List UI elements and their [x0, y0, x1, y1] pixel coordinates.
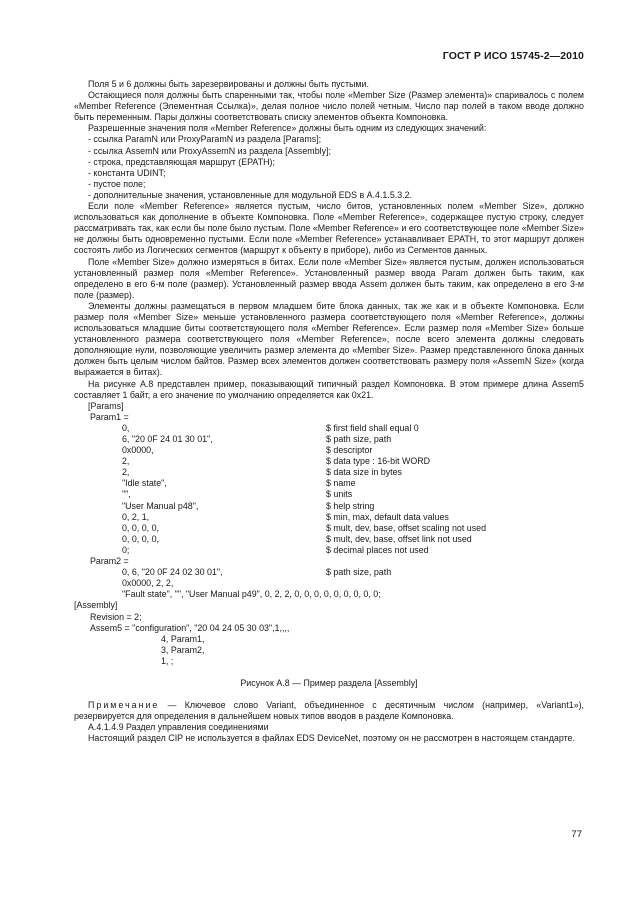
code-line: [74, 578, 584, 589]
code-line: [74, 545, 584, 556]
code-line: [74, 467, 584, 478]
code-text: Param2 =: [90, 556, 129, 567]
code-line: [74, 456, 584, 467]
code-text: 4, Param1,: [161, 633, 205, 644]
code-text: [Assembly]: [74, 600, 118, 611]
code-text: 0, 6, "20 0F 24 02 30 01",: [122, 567, 223, 578]
code-comment: $ decimal places not used: [326, 544, 429, 555]
code-example: [74, 401, 584, 667]
paragraph-empty-reference: Если поле «Member Reference» является пустым, число битов, установленных полем «Member Size», должно использоваться как дополнение в объекте Компоновка. Поле «Member Reference», содержащее пустую строку, следует рассматривать так, как если бы поле было пустым. Поле «Member Reference» и его соответствующее поле «Member Size» не должны быть одновременно пустыми. Если поле «Member Reference» устанавливает EPATH, то этот маршрут должен состоять либо из Логических сегментов (маршрут к объекту в приборе), либо из Сегментов данных.: [74, 201, 584, 256]
code-line: [74, 423, 584, 434]
code-comment: $ first field shall equal 0: [326, 422, 419, 433]
code-comment: $ help string: [326, 500, 375, 511]
code-line: [74, 567, 584, 578]
code-comment: $ path size, path: [326, 434, 392, 444]
list-item: - пустое поле;: [88, 178, 146, 189]
code-line: [74, 489, 584, 500]
figure-caption: Рисунок А.8 — Пример раздела [Assembly]: [240, 677, 418, 688]
code-text: 0, 0, 0, 0,: [122, 533, 160, 544]
code-text: Revision = 2;: [90, 611, 142, 622]
code-line: [74, 556, 584, 567]
code-line: [74, 645, 584, 656]
paragraph-member-size: Поле «Member Size» должно измеряться в битах. Если поле «Member Size» является пустым, должен использоваться установленный размер поля «Member Reference». Установленный размер ввода Param должен быть таким, как определено в его 6-м поле (размер). Установленный размер ввода Assem должен быть таким, как определено в его 3-м поле (размер).: [74, 256, 584, 300]
code-text: 2,: [122, 456, 130, 467]
list-item: - ссылка ParamN или ProxyParamN из раздела [Params];: [88, 134, 322, 145]
code-text: 0,: [122, 422, 130, 433]
code-text: [Params]: [88, 400, 124, 411]
paragraph-element-placement: Элементы должны размещаться в первом младшем бите блока данных, так же как и в объекте Компоновка. Если размер поля «Member Size» меньше установленного размера соответствующего поля «Member Reference», должны использоваться младшие биты соответствующего поля «Member Reference». Если размер поля «Member Size» больше установленного размера соответствующего поля «Member Reference», после всего элемента должны следовать дополняющие нули, позволяющие увеличить размер элемента до «Member Size». Размер представленного блока данных должен быть целым числом байтов. Размер всех элементов должен соответствовать размеру поля «AssemN Size» (когда выражается в битах).: [74, 300, 584, 378]
standard-header: ГОСТ Р ИСО 15745-2—2010: [442, 50, 584, 62]
code-line: [74, 612, 584, 623]
code-comment: $ mult, dev, base, offset link not used: [326, 533, 472, 544]
page-body: [74, 79, 584, 744]
section-heading: А.4.1.4.9 Раздел управления соединениями: [88, 722, 269, 733]
paragraph-figure-intro: На рисунке А.8 представлен пример, показывающий типичный раздел Компоновка. В этом примере длина Assem5 составляет 1 байт, а его значение по умолчанию определяется как 0x21.: [74, 378, 584, 400]
code-line: [74, 623, 584, 634]
code-text: 1, ;: [161, 655, 174, 666]
paragraph-fields-reserved: Поля 5 и 6 должны быть зарезервированы и должны быть пустыми.: [88, 79, 369, 89]
code-text: Assem5 = "configuration", "20 04 24 05 30 03",1,,,,: [90, 622, 290, 633]
list-item: - строка, представляющая маршрут (EPATH);: [88, 156, 275, 167]
code-comment: $ descriptor: [326, 445, 373, 456]
code-comment: $ name: [326, 478, 356, 489]
code-text: "User Manual p48",: [122, 500, 199, 511]
code-comment: $ units: [326, 489, 353, 500]
code-comment: $ data size in bytes: [326, 467, 402, 478]
code-text: 0x0000, 2, 2,: [122, 578, 174, 589]
code-line: [74, 501, 584, 512]
code-line: [74, 478, 584, 489]
code-text: "Idle state",: [122, 478, 167, 489]
paragraph-paired-fields: Остающиеся поля должны быть спаренными так, чтобы поле «Member Size (Размер элемента)» спаривалось с полем «Member Reference (Элементная Ссылка)», делая полное число полей четным. Число пар полей в таком вводе должно быть переменным. Пары должны соответствовать списку элементов объекта Компоновка.: [74, 90, 584, 123]
note-text: — Ключевое слово Variant, объединенное с десятичным числом (например, «Variant1»), резервируется для определения в дальнейшем новых типов вводов в разделе Компоновка.: [74, 700, 584, 722]
code-text: 0;: [122, 544, 130, 555]
code-line: [74, 656, 584, 667]
code-line: [74, 445, 584, 456]
code-line: [74, 512, 584, 523]
code-comment: $ min, max, default data values: [326, 511, 449, 522]
note-paragraph: [74, 700, 584, 722]
code-text: Param1 =: [90, 411, 129, 422]
code-text: 3, Param2,: [161, 644, 205, 655]
code-text: 0, 0, 0, 0,: [122, 522, 160, 533]
page-number: 77: [571, 829, 582, 840]
code-line: [74, 523, 584, 534]
code-line: [74, 434, 584, 445]
code-line: [74, 412, 584, 423]
list-item: - ссылка AssemN или ProxyAssemN из раздела [Assembly];: [88, 145, 331, 156]
code-text: 6, "20 0F 24 01 30 01",: [122, 434, 213, 444]
code-text: "Fault state", "", "User Manual p49", 0, 2, 2, 0, 0, 0, 0, 0, 0, 0, 0, 0;: [122, 589, 381, 600]
code-comment: $ mult, dev, base, offset scaling not used: [326, 522, 487, 533]
code-text: 0x0000,: [122, 445, 154, 456]
code-line: [74, 401, 584, 412]
code-comment: $ data type : 16-bit WORD: [326, 456, 431, 467]
list-item: - константа UDINT;: [88, 167, 166, 178]
code-text: 2,: [122, 467, 130, 478]
code-line: [74, 589, 584, 600]
list-item: - дополнительные значения, установленные для модульной EDS в А.4.1.5.3.2.: [88, 189, 413, 200]
code-text: "",: [122, 489, 131, 500]
code-line: [74, 600, 584, 611]
code-text: 0, 2, 1,: [122, 511, 150, 522]
code-line: [74, 634, 584, 645]
code-comment: $ path size, path: [326, 567, 392, 578]
note-label: Примечание: [88, 700, 160, 711]
section-text: Настоящий раздел CIP не используется в файлах EDS DeviceNet, поэтому он не рассмотрен в настоящем стандарте.: [88, 733, 575, 744]
paragraph-allowed-values: Разрешенные значения поля «Member Reference» должны быть одним из следующих значений:: [88, 123, 487, 134]
code-line: [74, 534, 584, 545]
